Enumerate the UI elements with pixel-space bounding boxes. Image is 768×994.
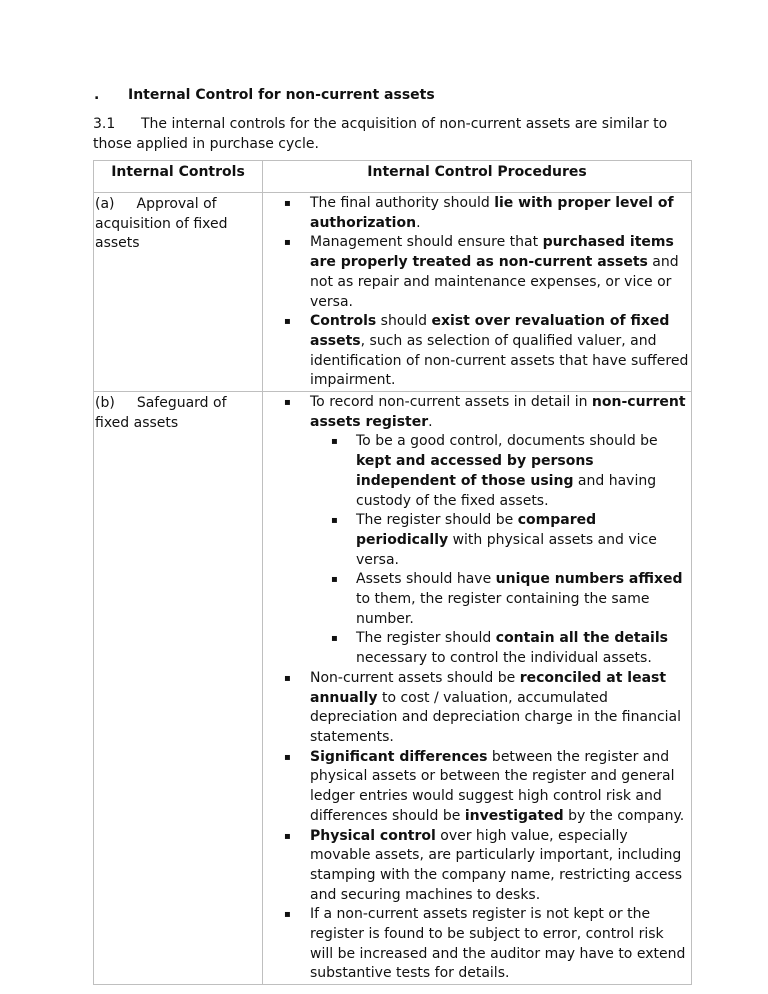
row-a-number: (a) — [95, 196, 115, 212]
text: , such as selection of qualified valuer, and identification of non-current assets that have suffered impairment. — [310, 332, 689, 389]
intro-number: 3.1 — [93, 116, 116, 132]
heading-title: Internal Control for non-current assets — [128, 87, 435, 103]
text: over high value, especially movable assets, are particularly important, including stamping with the company name, restricting access and securing machines to desks. — [310, 827, 683, 903]
text: The final authority should — [310, 195, 495, 211]
text: . — [416, 214, 421, 231]
list-item — [310, 393, 690, 669]
text: to them, the register containing the same number. — [356, 591, 650, 627]
sub-list-item — [356, 511, 690, 570]
text: The register should — [356, 630, 496, 647]
text: Assets should have — [356, 571, 496, 588]
row-b-procedures — [263, 392, 692, 985]
bold-text: lie with proper level of authorization — [310, 195, 674, 231]
text: by the company. — [563, 807, 685, 824]
list-item — [310, 669, 690, 748]
text: should — [376, 313, 432, 330]
list-item — [310, 748, 690, 827]
bold-text: unique numbers affixed — [495, 571, 683, 588]
sub-list-item — [356, 570, 690, 629]
row-a-procedures — [263, 193, 692, 392]
list-item — [310, 233, 690, 312]
text: and not as repair and maintenance expenses, or vice or versa. — [310, 254, 679, 310]
list-item — [310, 827, 690, 906]
header-internal-controls: Internal Controls — [94, 161, 263, 193]
heading-bullet: . — [94, 87, 100, 103]
text: with physical assets and vice versa. — [356, 531, 657, 568]
table-header-row — [94, 161, 692, 193]
row-a-bullet-list — [263, 194, 690, 391]
text: To record non-current assets in detail in — [310, 394, 592, 411]
bold-text: investigated — [464, 807, 564, 824]
row-b-number: (b) — [95, 395, 115, 412]
text: The register should be — [356, 512, 518, 529]
text: Non-current assets should be — [310, 669, 520, 686]
intro-paragraph — [93, 114, 693, 154]
text: to cost / valuation, accumulated depreciation and depreciation charge in the financial statements. — [310, 689, 681, 745]
bold-text: contain all the details — [495, 630, 668, 647]
bold-text: Controls — [310, 313, 377, 330]
sub-list-item — [356, 629, 690, 668]
row-b-label — [94, 392, 263, 985]
section-heading — [94, 86, 435, 104]
list-item — [310, 194, 690, 233]
table-row — [94, 392, 692, 985]
bold-text: purchased items are properly treated as non-current assets — [310, 234, 674, 271]
bold-text: reconciled at least annually — [310, 669, 667, 706]
row-b-bullet-list — [263, 393, 690, 984]
list-item — [310, 905, 690, 984]
bold-text: compared periodically — [356, 512, 597, 548]
header-internal-control-procedures: Internal Control Procedures — [263, 161, 692, 193]
bold-text: Significant differences — [310, 748, 488, 765]
row-a-label — [94, 193, 263, 392]
bold-text: non-current assets register — [310, 394, 686, 430]
text: between the register and physical assets or between the register and general ledger entries would suggest high control risk and differences should be — [310, 748, 675, 824]
text: Management should ensure that — [310, 234, 543, 251]
bold-text: kept and accessed by persons independent of those using — [356, 453, 594, 489]
bold-text: exist over revaluation of fixed assets — [310, 313, 670, 349]
table-row — [94, 193, 692, 392]
internal-controls-table — [93, 160, 692, 985]
row-a-label-text: Approval of acquisition of fixed assets — [95, 196, 228, 252]
row-b-sub-list — [310, 432, 690, 668]
list-item — [310, 312, 690, 391]
text: If a non-current assets register is not kept or the register is found to be subject to error, control risk will be increased and the auditor may have to extend substantive tests for details. — [310, 906, 686, 982]
text: To be a good control, documents should be — [356, 433, 658, 450]
sub-list-item — [356, 432, 690, 511]
text: and having custody of the fixed assets. — [356, 472, 657, 509]
text: . — [428, 413, 433, 430]
text: necessary to control the individual assets. — [356, 650, 652, 667]
intro-text: The internal controls for the acquisition of non-current assets are similar to those applied in purchase cycle. — [93, 116, 668, 152]
bold-text: Physical control — [310, 827, 436, 844]
row-b-label-text: Safeguard of fixed assets — [95, 395, 227, 431]
